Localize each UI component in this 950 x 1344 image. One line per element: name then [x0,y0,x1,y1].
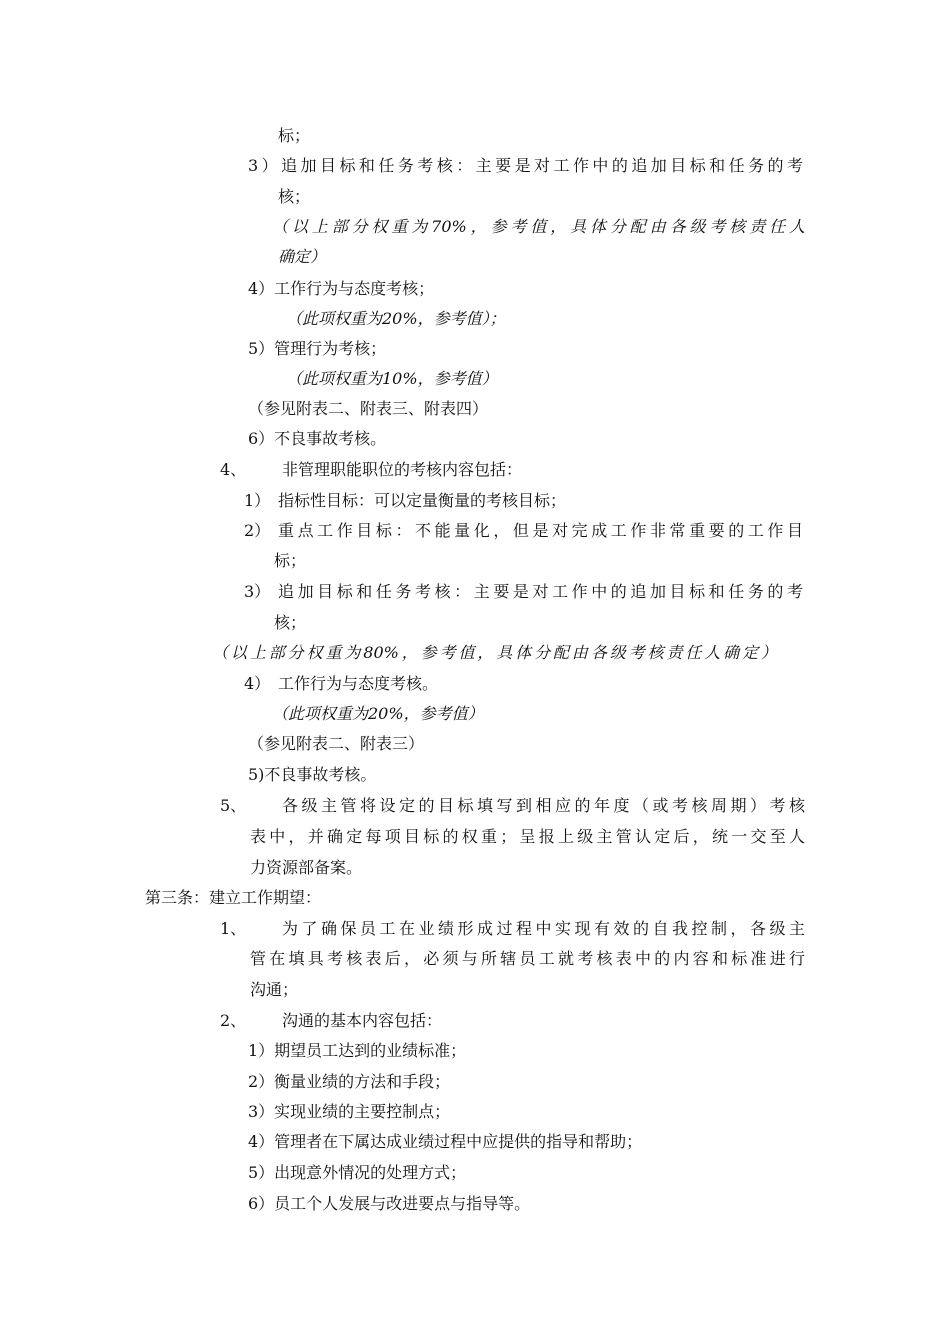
text-line: 沟通的基本内容包括： [282,1011,443,1030]
item-number: 5、 [220,796,247,815]
item-number: 1） [244,491,271,510]
list-item: 6）员工个人发展与改进要点与指导等。 [248,1194,531,1213]
item-number: 1、 [220,919,247,938]
list-item: 2）衡量业绩的方法和手段； [248,1072,451,1091]
text-line: 力资源部备案。 [250,858,363,877]
text-line: 3）追加目标和任务考核：主要是对工作中的追加目标和任务的考 [248,156,803,175]
text-line: 5）管理行为考核； [248,339,387,358]
text-line: 核； [274,613,307,632]
item-number: 2、 [220,1011,247,1030]
text-line: 各级主管将设定的目标填写到相应的年度（或考核周期）考核 [282,796,805,815]
list-item: 3）实现业绩的主要控制点； [248,1102,451,1121]
text-line: 非管理职能职位的考核内容包括： [282,460,523,479]
item-number: 4、 [220,460,247,479]
item-number: 2） [244,521,271,540]
text-line: 表中，并确定每项目标的权重；呈报上级主管认定后，统一交至人 [250,827,805,846]
text-line: 6）不良事故考核。 [248,429,387,448]
text-line: 为了确保员工在业绩形成过程中实现有效的自我控制，各级主 [282,919,805,938]
weight-note: （此项权重为10%，参考值） [286,369,498,388]
weight-note: （此项权重为20%，参考值） [272,704,484,723]
text-line: 重点工作目标：不能量化，但是对完成工作非常重要的工作目 [278,521,803,540]
item-number: 4） [244,674,271,693]
text-line: 4）工作行为与态度考核； [248,279,435,298]
article-heading: 第三条：建立工作期望： [145,888,322,907]
list-item: 1）期望员工达到的业绩标准； [248,1041,467,1060]
text-line: 核； [278,187,311,206]
text-line: 标； [274,551,307,570]
text-line: 5)不良事故考核。 [248,765,377,784]
text-line: 管在填具考核表后，必须与所辖员工就考核表中的内容和标准进行 [250,949,805,968]
text-line: 追加目标和任务考核：主要是对工作中的追加目标和任务的考 [278,582,803,601]
weight-note: 确定） [278,247,327,266]
list-item: 4）管理者在下属达成业绩过程中应提供的指导和帮助； [248,1132,643,1151]
text-line: 工作行为与态度考核。 [278,674,439,693]
weight-note: （此项权重为20%，参考值）； [286,309,506,328]
text-line: 标； [278,126,311,145]
item-number: 3） [244,582,271,601]
weight-note: （以上部分权重为70%，参考值，具体分配由各级考核责任人 [272,217,805,236]
weight-note: （以上部分权重为80%，参考值，具体分配由各级考核责任人确定） [212,643,777,662]
appendix-reference: （参见附表二、附表三） [248,734,425,753]
text-line: 指标性目标：可以定量衡量的考核目标； [278,491,567,510]
appendix-reference: （参见附表二、附表三、附表四） [248,399,489,418]
list-item: 5）出现意外情况的处理方式； [248,1163,467,1182]
text-line: 沟通； [250,980,299,999]
